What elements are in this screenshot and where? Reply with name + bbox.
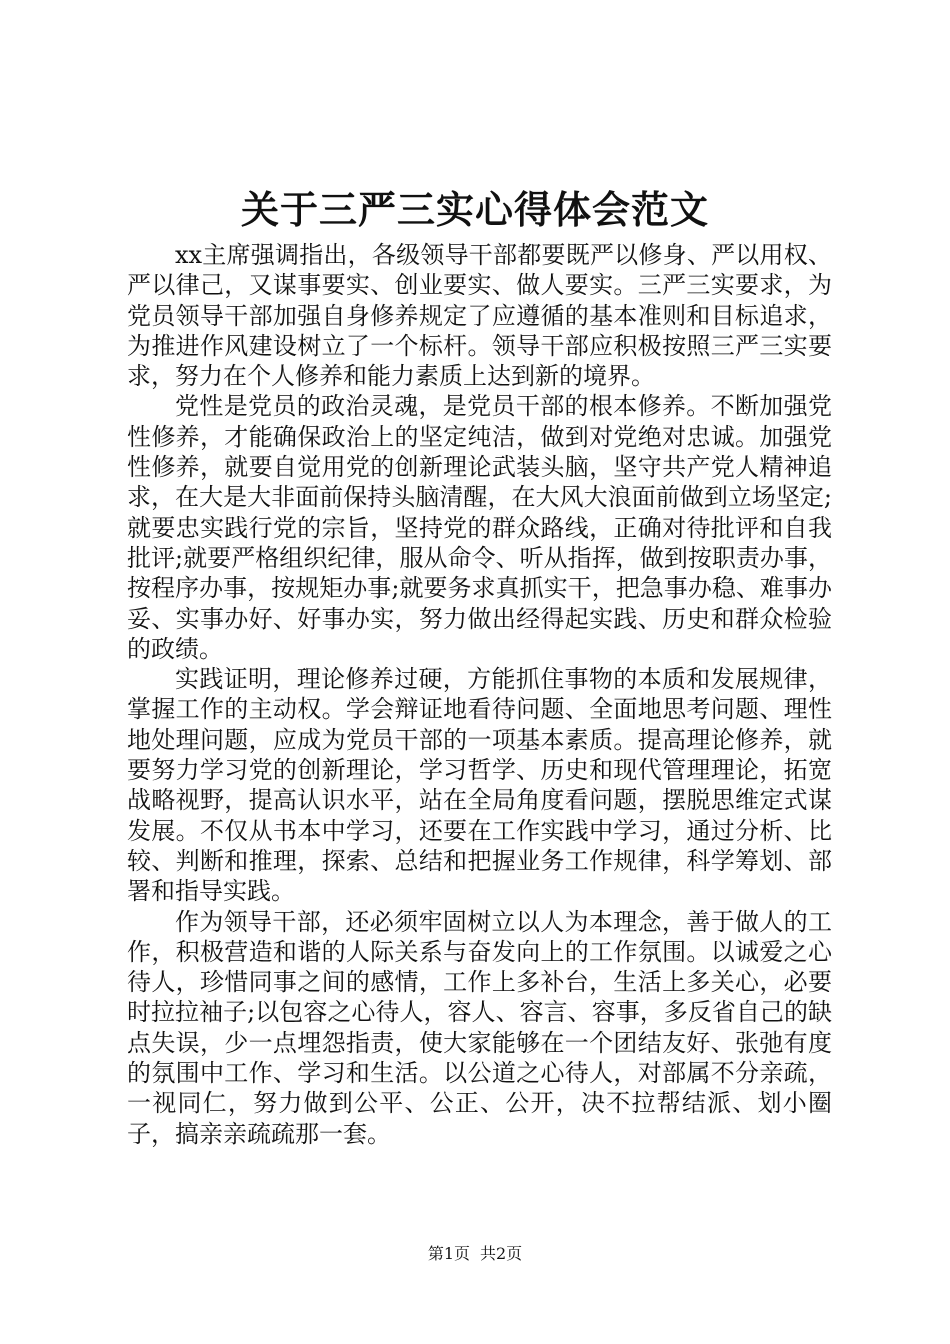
page-number-current: 第1页 [427,1244,470,1263]
page-footer [0,1244,950,1264]
paragraph-1: xx主席强调指出，各级领导干部都要既严以修身、严以用权、严以律己，又谋事要实、创业要实、做人要实。三严三实要求，为党员领导干部加强自身修养规定了应遵循的基本准则和目标追求，为推进作风建设树立了一个标杆。领导干部应积极按照三严三实要求，努力在个人修养和能力素质上达到新的境界。 [127,241,832,391]
document-title: 关于三严三实心得体会范文 [240,187,709,232]
page-number-total: 共2页 [480,1244,523,1263]
paragraph-4: 作为领导干部，还必须牢固树立以人为本理念，善于做人的工作，积极营造和谐的人际关系与奋发向上的工作氛围。以诚爱之心待人，珍惜同事之间的感情，工作上多补台，生活上多关心，必要时拉拉袖子;以包容之心待人，容人、容言、容事，多反省自己的缺点失误，少一点埋怨指责，使大家能够在一个团结友好、张弛有度的氛围中工作、学习和生活。以公道之心待人，对部属不分亲疏，一视同仁，努力做到公平、公正、公开，决不拉帮结派、划小圈子，搞亲亲疏疏那一套。 [127,907,832,1148]
paragraph-2: 党性是党员的政治灵魂，是党员干部的根本修养。不断加强党性修养，才能确保政治上的坚定纯洁，做到对党绝对忠诚。加强党性修养，就要自觉用党的创新理论武装头脑，坚守共产党人精神追求，在大是大非面前保持头脑清醒，在大风大浪面前做到立场坚定;就要忠实践行党的宗旨，坚持党的群众路线，正确对待批评和自我批评;就要严格组织纪律，服从命令、听从指挥，做到按职责办事，按程序办事，按规矩办事;就要务求真抓实干，把急事办稳、难事办妥、实事办好、好事办实，努力做出经得起实践、历史和群众检验的政绩。 [127,392,832,663]
paragraph-3: 实践证明，理论修养过硬，方能抓住事物的本质和发展规律，掌握工作的主动权。学会辩证地看待问题、全面地思考问题、理性地处理问题，应成为党员干部的一项基本素质。提高理论修养，就要努力学习党的创新理论，学习哲学、历史和现代管理理论，拓宽战略视野，提高认识水平，站在全局角度看问题，摆脱思维定式谋发展。不仅从书本中学习，还要在工作实践中学习，通过分析、比较、判断和推理，探索、总结和把握业务工作规律，科学筹划、部署和指导实践。 [127,665,832,906]
document-body [127,240,832,1149]
